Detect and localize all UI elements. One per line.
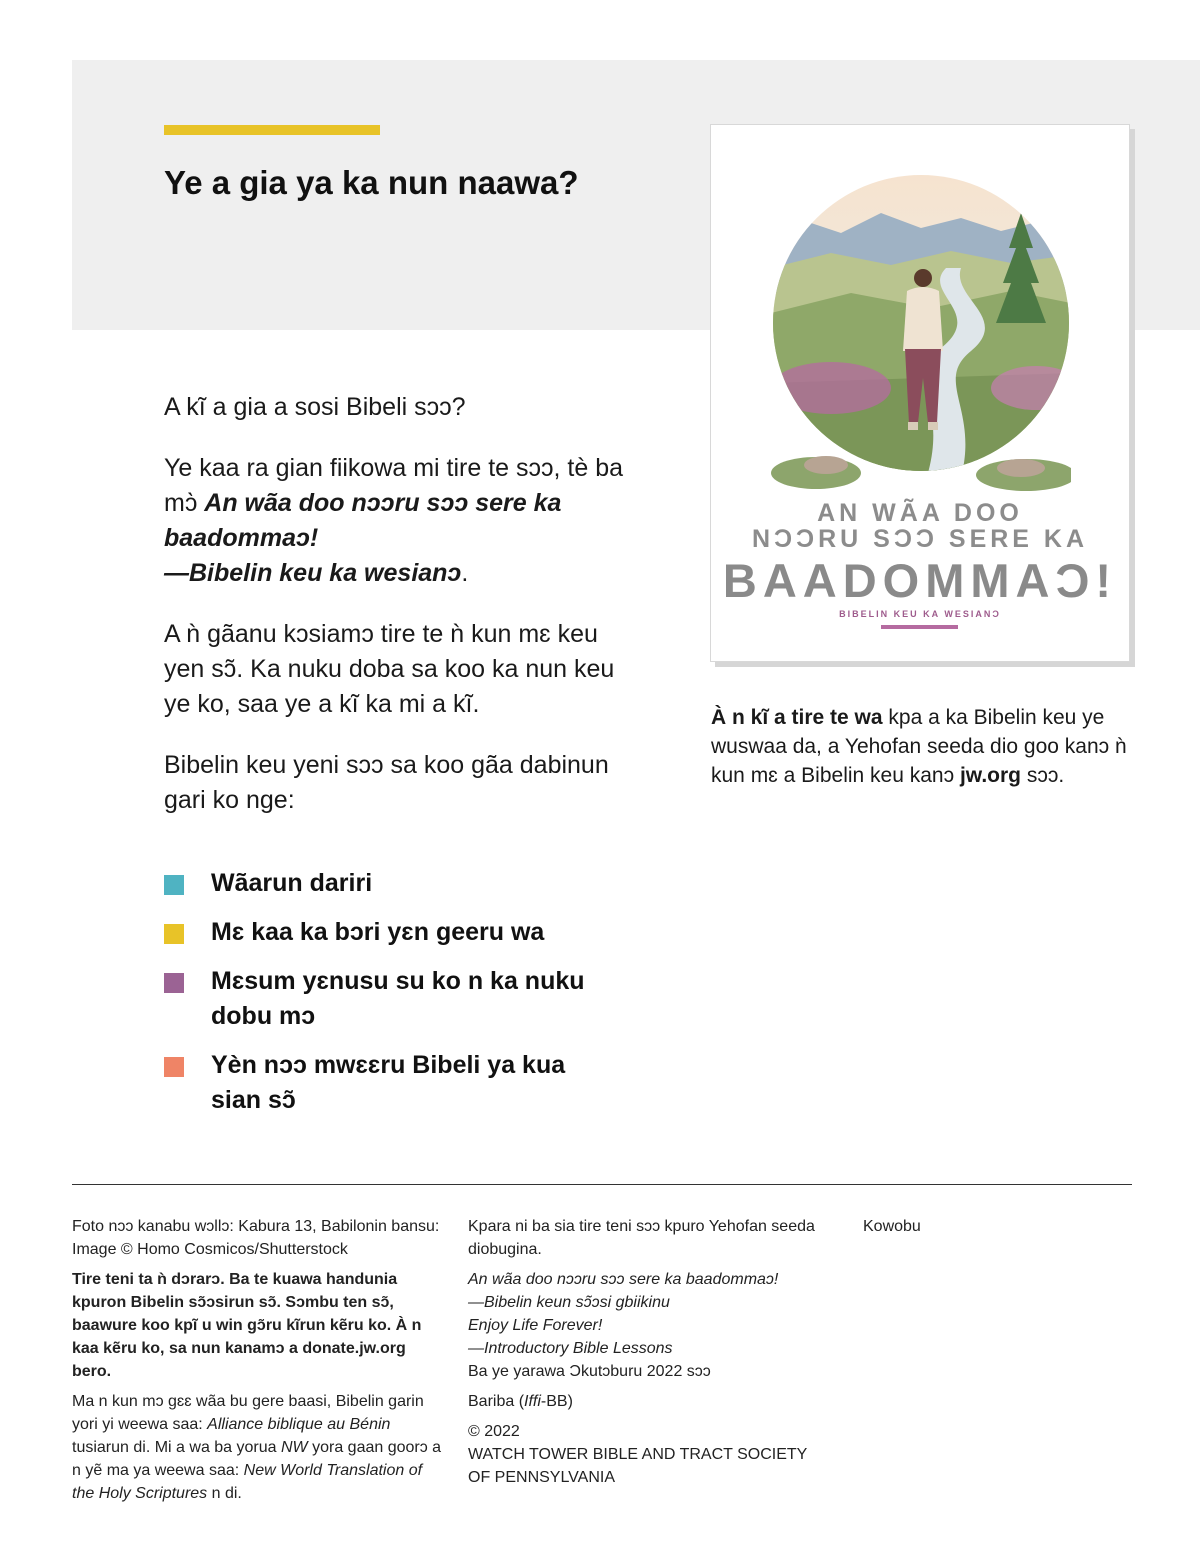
note-italic: Alliance biblique au Bénin xyxy=(207,1416,391,1433)
note-text: Ma n kun mɔ gɛɛ wãa bu gere baasi, Bibelin garin yori yi weewa saa: xyxy=(72,1393,424,1433)
body-paragraph: A ǹ gãanu kɔsiamɔ tire te ǹ kun mɛ keu yen sɔ̃. Ka nuku doba sa koo ka nun keu ye ko, saa ye a kĩ ka mi a kĩ. xyxy=(164,620,615,718)
photo-credit: Foto nɔɔ kanabu wɔllɔ: Kabura 13, Babilonin bansu: Image © Homo Cosmicos/Shutterstock xyxy=(72,1218,440,1258)
cover-accent-line xyxy=(881,625,958,629)
english-subtitle: —Introductory Bible Lessons xyxy=(468,1340,673,1357)
topic-label: Wãarun dariri xyxy=(211,869,373,897)
publication-code: Kowobu xyxy=(863,1218,921,1235)
note-text: n di. xyxy=(207,1485,242,1502)
intro-question: A kĩ a gia a sosi Bibeli sɔɔ? xyxy=(164,393,466,421)
english-title: Enjoy Life Forever! xyxy=(468,1317,603,1334)
square-bullet-icon xyxy=(164,875,184,895)
list-item xyxy=(164,1048,604,1118)
publication-info xyxy=(468,1268,828,1383)
square-bullet-icon xyxy=(164,1057,184,1077)
copyright xyxy=(468,1420,828,1489)
topic-label: Mɛ kaa ka bɔri yɛn geeru wa xyxy=(211,918,545,946)
language-italic: Iffi xyxy=(524,1393,541,1410)
publisher-note: Kpara ni ba sia tire teni sɔɔ kpuro Yehofan seeda diobugina. xyxy=(468,1218,815,1258)
period: . xyxy=(461,559,469,587)
copyright-year: © 2022 xyxy=(468,1423,520,1440)
language-text: Bariba ( xyxy=(468,1393,525,1410)
page-title: Ye a gia ya ka nun naawa? xyxy=(164,164,579,201)
cover-title-line-3: BAADOMMAƆ! xyxy=(722,554,1118,607)
cover-subtitle: BIBELIN KEU KA WESIANƆ xyxy=(839,609,1001,619)
side-note-end: sɔɔ. xyxy=(1021,764,1065,787)
cover-title-line-2: NƆƆRU SƆƆ SERE KA xyxy=(751,525,1089,553)
book-cover xyxy=(710,124,1130,662)
note-italic: New World Translation of the Holy Scriptures xyxy=(72,1462,423,1502)
footer-column-1 xyxy=(72,1215,442,1512)
print-date: Ba ye yarawa Ɔkutɔburu 2022 sɔɔ xyxy=(468,1363,711,1380)
language-text: -BB) xyxy=(540,1393,573,1410)
square-bullet-icon xyxy=(164,973,184,993)
landscape-illustration xyxy=(771,173,1071,493)
side-note-lead: À n kĩ a tire te wa xyxy=(711,706,883,729)
square-bullet-icon xyxy=(164,924,184,944)
list-intro: Bibelin keu yeni sɔɔ sa koo gãa dabinun gari ko nge: xyxy=(164,751,609,814)
intro-text: Ye kaa ra gian fiikowa mi tire te sɔɔ, tè ba mɔ̀ xyxy=(164,454,624,517)
list-item xyxy=(164,866,604,901)
publication-subtitle: —Bibelin keun sɔ̃ɔsi gbiikinu xyxy=(468,1294,670,1311)
list-item xyxy=(164,964,604,1034)
copyright-holder: WATCH TOWER BIBLE AND TRACT SOCIETY xyxy=(468,1446,808,1463)
accent-rule xyxy=(164,125,380,135)
main-text xyxy=(164,390,624,844)
footer-column-3 xyxy=(863,1215,1063,1245)
side-note xyxy=(711,703,1131,790)
jw-org-link[interactable]: jw.org xyxy=(959,764,1021,787)
book-title-reference: An wãa doo nɔɔru sɔɔ sere ka baadommaɔ! xyxy=(164,489,562,552)
topic-label: Yèn nɔɔ mwɛɛru Bibeli ya kua sian sɔ̃ xyxy=(211,1051,566,1114)
donation-note: Tire teni ta ǹ dɔrarɔ. Ba te kuawa handunia kpuron Bibelin sɔ̃ɔsirun sɔ̃. Sɔmbu ten sɔ̃, baawure koo kpĩ u win gɔ̃ru kĩrun kẽru ko. À n kaa kẽru ko, sa nun kanamɔ a donate.jw.org bero. xyxy=(72,1271,422,1380)
cover-title-line-1: AN WÃA DOO xyxy=(817,499,1023,527)
publication-title: An wãa doo nɔɔru sɔɔ sere ka baadommaɔ! xyxy=(468,1271,779,1288)
translation-note xyxy=(72,1390,442,1505)
note-text: yora gaan goorɔ a n yẽ ma ya weewa saa: xyxy=(72,1439,442,1479)
footer-divider xyxy=(72,1184,1132,1185)
book-subtitle-reference: —Bibelin keu ka wesianɔ xyxy=(164,559,462,587)
note-italic: NW xyxy=(281,1439,308,1456)
footer-column-2 xyxy=(468,1215,828,1496)
topic-label: Mɛsum yɛnusu su ko n ka nuku dobu mɔ xyxy=(211,967,585,1030)
list-item xyxy=(164,915,604,950)
side-note-text: kpa a ka Bibelin keu ye wuswaa da, a Yehofan seeda dio goo kanɔ ǹ kun mɛ a Bibelin keu kanɔ xyxy=(711,706,1127,787)
note-text: tusiarun di. Mi a wa ba yorua xyxy=(72,1439,281,1456)
topics-list xyxy=(164,866,604,1132)
intro-paragraph xyxy=(164,451,624,591)
language-info xyxy=(468,1390,828,1413)
copyright-holder-cont: OF PENNSYLVANIA xyxy=(468,1469,615,1486)
